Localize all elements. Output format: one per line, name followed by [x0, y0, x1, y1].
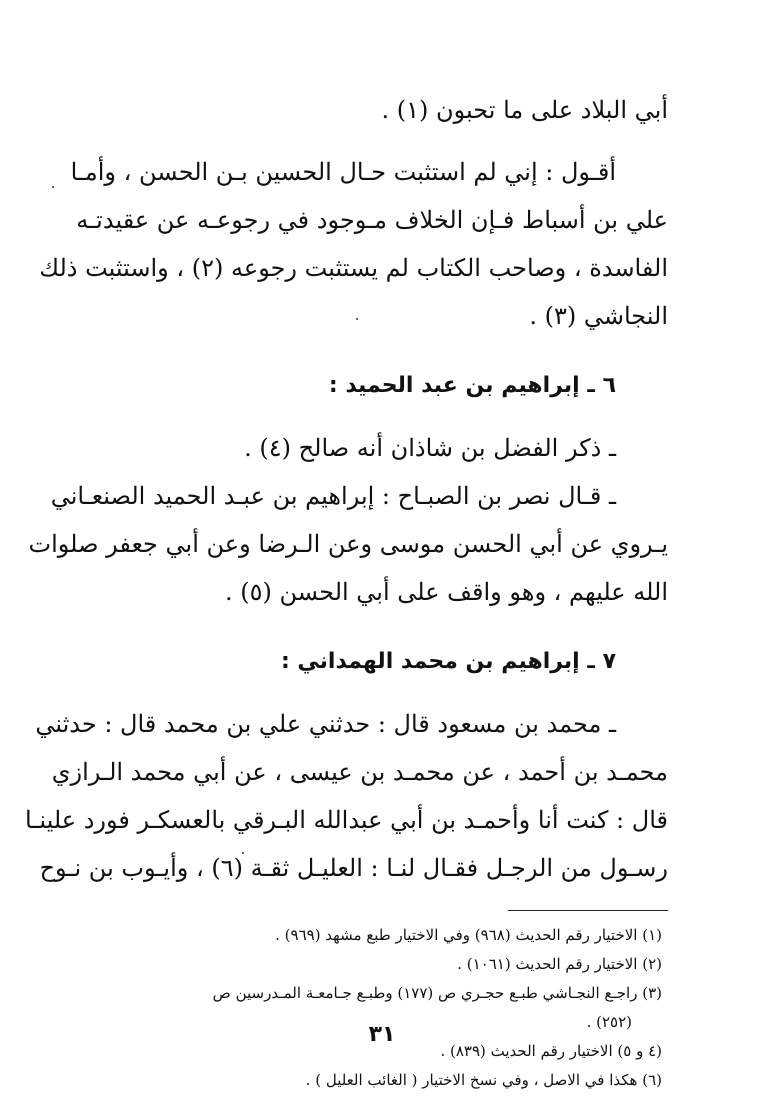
text-line: ـ محمد بن مسعود قال : حدثني علي بن محمد قال : حدثني — [35, 710, 616, 738]
text-line: يـروي عن أبي الحسن موسى وعن الـرضا وعن أبي جعفر صلوات — [28, 530, 668, 558]
text-line: رسـول من الرجـل فقـال لنـا : العليـل ثقـة (٦) ، وأيـوب بن نـوح — [39, 854, 668, 882]
footnote-divider — [508, 910, 668, 911]
section-heading: ٦ ـ إبراهيم بن عبد الحميد : — [328, 373, 616, 398]
text-line: قال : كنت أنا وأحمـد بن أبي عبدالله البـرقي بالعسكـر فورد علينـا — [24, 806, 668, 834]
footnote: (٦) هكذا في الاصل ، وفي نسخ الاختيار ( الغائب العليل ) . — [305, 1071, 662, 1089]
text-line: الفاسدة ، وصاحب الكتاب لم يستثبت رجوعه (٢) ، واستثبت ذلك — [39, 254, 668, 282]
body-paragraph-1 — [39, 86, 668, 340]
scan-speck — [356, 318, 358, 320]
footnote: (٢) الاختيار رقم الحديث (١٠٦١) . — [457, 955, 662, 973]
text-line: أقـول : إني لم استثبت حـال الحسين بـن الحسن ، وأمـا — [70, 158, 616, 186]
text-line: ـ ذكر الفضل بن شاذان أنه صالح (٤) . — [244, 434, 616, 462]
footnote-continuation: (٢٥٢) . — [586, 1013, 632, 1031]
text-line: ـ قـال نصر بن الصبـاح : إبراهيم بن عبـد الحميد الصنعـاني — [50, 482, 616, 510]
section-heading: ٧ ـ إبراهيم بن محمد الهمداني : — [280, 649, 616, 674]
text-line: النجاشي (٣) . — [529, 302, 668, 330]
section-ibrahim-bin-abd-al-hamid — [28, 362, 668, 616]
text-line: الله عليهم ، وهو واقف على أبي الحسن (٥) . — [225, 578, 668, 606]
scan-speck — [242, 852, 244, 854]
scan-speck — [52, 186, 54, 188]
footnote: (١) الاختيار رقم الحديث (٩٦٨) وفي الاختيار طبع مشهد (٩٦٩) . — [275, 926, 662, 944]
footnote: (٤ و ٥) الاختيار رقم الحديث (٨٣٩) . — [440, 1042, 662, 1060]
book-page — [24, 86, 668, 1089]
footnote: (٣) راجـع النجـاشي طبـع حجـري ص (١٧٧) وطبـع جـامعـة المـدرسين ص — [212, 984, 662, 1002]
footnotes — [108, 921, 668, 1095]
text-line: علي بن أسباط فـإن الخلاف مـوجود في رجوعـه عن عقيدتـه — [76, 206, 668, 234]
section-ibrahim-bin-muhammad-al-hamadani — [24, 638, 668, 892]
text-line: أبي البلاد على ما تحبون (١) . — [381, 96, 668, 124]
text-line: محمـد بن أحمد ، عن محمـد بن عيسى ، عن أبي محمد الـرازي — [51, 758, 668, 786]
page-number: ٣١ — [368, 1022, 396, 1047]
